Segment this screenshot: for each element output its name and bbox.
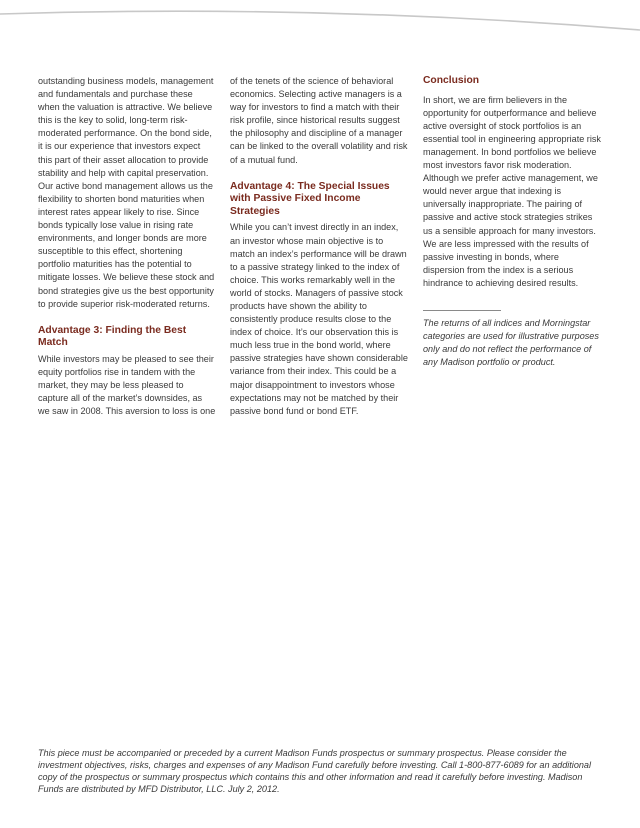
column1-paragraph-1: outstanding business models, management and fundamentals and purchase these when the valuation is attractive. We believe this is the key to solid, long-term risk-moderated performance. On the bond side, it is our experience that investors expect this part of their asset allocation to provide stability and help with capital preservation. Our active bond management allows us the flexibility to shorten bond maturities when interest rates appear likely to rise. Since bonds typically lose value in rising rate environments, and longer bonds are more susceptible to this effect, shortening portfolio maturities has the potential to mitigate losses. We believe these stock and bond strategies give us the best opportunity to provide superior risk-moderated returns.	[38, 76, 215, 309]
advantage-3-heading: Advantage 3: Finding the Best Match	[38, 324, 187, 349]
footnote-divider	[423, 310, 501, 311]
column1-paragraph-2: While investors may be pleased to see their equity portfolios rise in tandem with the market, they may be less pleased to capture all of the market’s downsides, as we saw in 2008. This aversion to loss is one	[38, 353, 216, 417]
advantage-4-heading: Advantage 4: The Special Issues with Passive Fixed Income Strategies	[230, 180, 390, 217]
conclusion-heading: Conclusion	[423, 75, 480, 86]
text-column-2	[230, 75, 408, 427]
conclusion-paragraph: In short, we are firm believers in the opportunity for outperformance and believe active oversight of stock portfolios is an essential tool in engineering appropriate risk management. In bond portfolios we believe most investors favor risk moderation. Although we prefer active management, we would never argue that indexing is universally inappropriate. The pairing of passive and active stock strategies strikes us a sensible approach for many investors. We are less impressed with the results of passive investing in bonds, where dispersion from the index is a serious hindrance to achieving desired results.	[423, 94, 601, 288]
column2-paragraph-1: of the tenets of the science of behavioral economics. Selecting active managers is a way for investors to find a match with their risk profile, since historical results suggest the philosophy and discipline of a manager can be linked to the overall volatility and risk of a mutual fund.	[230, 76, 408, 165]
text-column-3	[423, 75, 601, 378]
column2-paragraph-2: While you can’t invest directly in an index, an investor whose main objective is to match an index’s performance will be drawn to a passive strategy linked to the index of choice. This works remarkably well in the world of stocks. Managers of passive stock products have shown the ability to consistently produce results close to the index of choice. It’s our observation this is much less true in the bond world, where passive strategies have shown considerable variance from their index. This could be a major disappointment to investors whose expectations may not be matched by their passive bond fund or bond ETF.	[230, 222, 408, 416]
footer-disclaimer: This piece must be accompanied or preceded by a current Madison Funds prospectus or summary prospectus. Please consider the investment objectives, risks, charges and expenses of any Madison Fund carefully before investing. Call 1-800-877-6089 for an additional copy of the prospectus or summary prospectus which contains this and other information and read it carefully before investing. Madison Funds are distributed by MFD Distributor, LLC. July 2, 2012.	[38, 748, 592, 795]
header-arc-decoration	[0, 0, 640, 40]
text-column-1	[38, 75, 216, 427]
footnote-text: The returns of all indices and Morningstar categories are used for illustrative purposes only and do not reflect the performance of any Madison portfolio or product.	[423, 318, 599, 368]
